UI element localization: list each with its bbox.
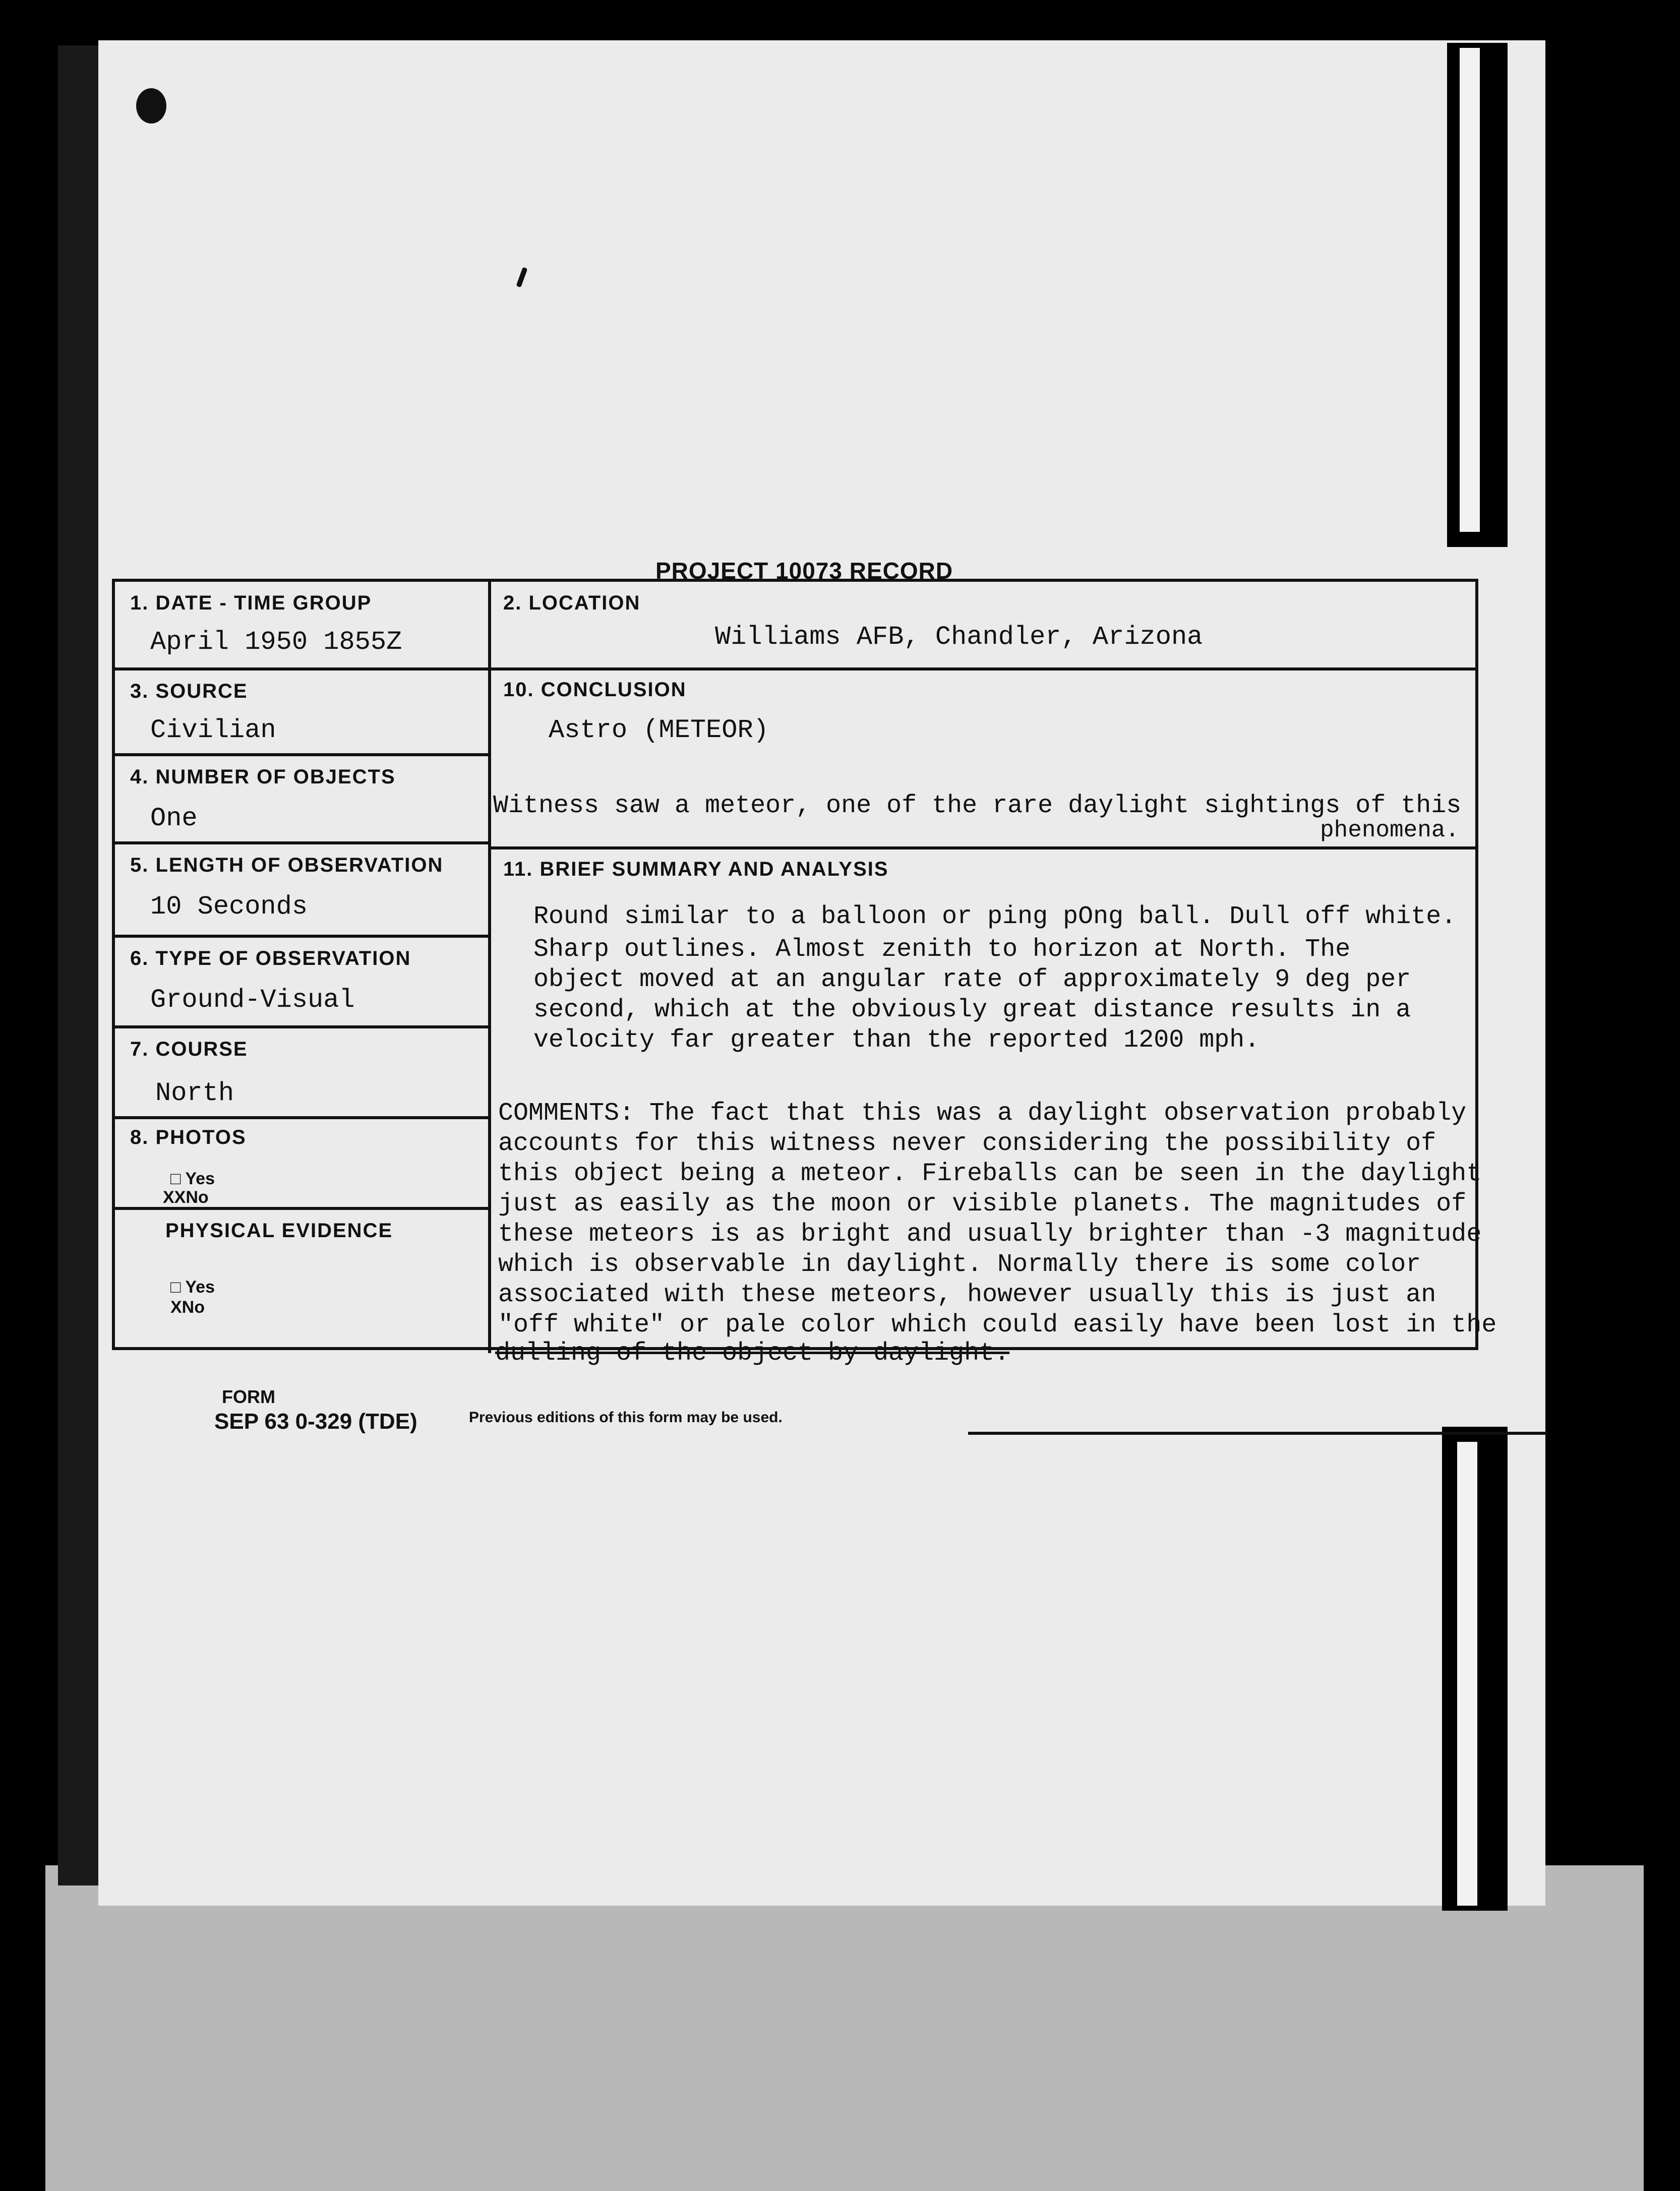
row-divider [115,1116,491,1119]
speck [136,88,166,124]
summary-line-1: Round similar to a balloon or ping pOng ball. Dull off white. [533,902,1457,931]
summary-label: 11. BRIEF SUMMARY AND ANALYSIS [503,858,889,880]
row-divider [115,753,491,756]
row-divider [115,935,491,938]
form-title: PROJECT 10073 RECORD [655,558,953,584]
page-left-shadow [58,45,98,1885]
physical-evidence-yes-label: Yes [185,1277,215,1297]
source-label: 3. SOURCE [130,680,248,702]
binding-gap-bottom [1457,1442,1477,1906]
physical-evidence-yes-option: □ Yes [170,1277,215,1297]
summary-line-5: velocity far greater than the reported 1200 mph. [533,1026,1260,1055]
record-form [112,579,1497,1350]
photos-no-option [163,1188,209,1207]
course-value: North [155,1078,234,1108]
conclusion-note-line-2: phenomena. [1320,817,1460,843]
comments-line-2: accounts for this witness never considering the possibility of [498,1129,1436,1158]
date-time-label: 1. DATE - TIME GROUP [130,592,372,614]
number-of-objects-value: One [150,804,198,833]
summary-line-3: object moved at an angular rate of approximately 9 deg per [533,965,1411,994]
photos-yes-label: Yes [185,1169,215,1188]
source-value: Civilian [150,715,276,745]
row-divider [488,667,1478,671]
photos-no-label: XXNo [163,1188,209,1207]
form-word: FORM [222,1386,275,1407]
physical-evidence-no-option [170,1298,205,1317]
photos-yes-option: □ Yes [170,1169,215,1188]
binding-bottom-rule [968,1432,1548,1435]
row-divider [115,1025,491,1028]
row-divider [115,841,491,844]
physical-evidence-label: PHYSICAL EVIDENCE [165,1220,393,1242]
conclusion-value: Astro (METEOR) [549,715,769,745]
conclusion-label: 10. CONCLUSION [503,679,687,701]
comments-line-5: these meteors is as bright and usually brighter than -3 magnitude [498,1220,1482,1249]
number-of-objects-label: 4. NUMBER OF OBJECTS [130,766,396,788]
comments-line-6: which is observable in daylight. Normally there is some color [498,1250,1421,1279]
row-divider [115,667,491,671]
summary-line-2: Sharp outlines. Almost zenith to horizon at North. The [533,935,1351,964]
date-time-value: April 1950 1855Z [150,627,402,657]
comments-line-7: associated with these meteors, however usually this is just an [498,1281,1436,1309]
course-label: 7. COURSE [130,1038,248,1060]
column-divider [488,582,491,1353]
location-value: Williams AFB, Chandler, Arizona [715,622,1203,652]
scan-lower-strip [45,1865,1644,2191]
length-of-observation-label: 5. LENGTH OF OBSERVATION [130,854,444,876]
comments-line-4: just as easily as the moon or visible planets. The magnitudes of [498,1190,1467,1219]
form-note: Previous editions of this form may be used. [469,1409,783,1426]
photos-label: 8. PHOTOS [130,1126,247,1148]
form-number: SEP 63 0-329 (TDE) [214,1409,417,1434]
comments-line-8: "off white" or pale color which could easily have been lost in the [498,1311,1497,1340]
comments-line-1: COMMENTS: The fact that this was a daylight observation probably [498,1099,1467,1128]
location-label: 2. LOCATION [503,592,641,614]
binding-gap-top [1460,48,1480,532]
conclusion-note-line-1: Witness saw a meteor, one of the rare daylight sightings of this [493,792,1462,820]
summary-line-4: second, which at the obviously great distance results in a [533,996,1411,1024]
comments-line-3: this object being a meteor. Fireballs can be seen in the daylight [498,1160,1482,1188]
physical-evidence-no-label: XNo [170,1298,205,1317]
type-of-observation-label: 6. TYPE OF OBSERVATION [130,947,411,969]
type-of-observation-value: Ground-Visual [150,985,355,1015]
comments-line-9: dulling of the object by daylight. [495,1339,1010,1368]
row-divider [488,846,1478,849]
length-of-observation-value: 10 Seconds [150,892,308,922]
